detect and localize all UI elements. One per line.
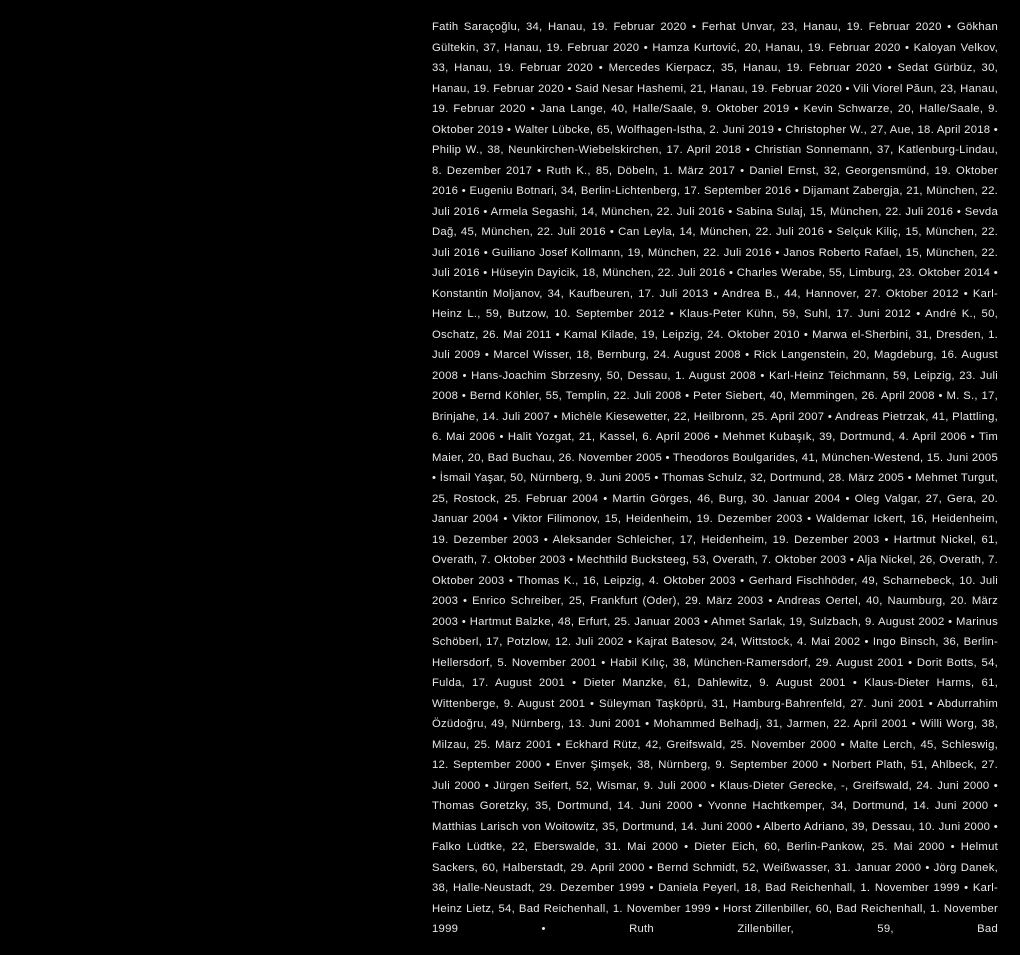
memorial-name-list: Fatih Saraçoğlu, 34, Hanau, 19. Februar 2020 • Ferhat Unvar, 23, Hanau, 19. Februar 2020 • Gökhan Gültekin, 37, Hanau, 19. Februar 2020 • Hamza Kurtović, 20, Hanau, 19. Februar 2020 • Kaloyan Velkov, 33, Hanau, 19. Februar 2020 • Mercedes Kierpacz, 35, Hanau, 19. Februar 2020 • Sedat Gürbüz, 30, Hanau, 19. Februar 2020 • Said Nesar Hashemi, 21, Hanau, 19. Februar 2020 • Vili Viorel Păun, 23, Hanau, 19. Februar 2020 • Jana Lange, 40, Halle/Saale, 9. Oktober 2019 • Kevin Schwarze, 20, Halle/Saale, 9. Oktober 2019 • Walter Lübcke, 65, Wolfhagen-Istha, 2. Juni 2019 • Christopher W., 27, Aue, 18. April 2018 • Philip W., 38, Neunkirchen-Wiebelskirchen, 17. April 2018 • Christian Sonnemann, 37, Katlenburg-Lindau, 8. Dezember 2017 • Ruth K., 85, Döbeln, 1. März 2017 • Daniel Ernst, 32, Georgensmünd, 19. Oktober 2016 • Eugeniu Botnari, 34, Berlin-Lichtenberg, 17. September 2016 • Dijamant Zabergja, 21, München, 22. Juli 2016 • Armela Segashi, 14, München, 22. Juli 2016 • Sabina Sulaj, 15, München, 22. Juli 2016 • Sevda Dağ, 45, München, 22. Juli 2016 • Can Leyla, 14, München, 22. Juli 2016 • Selçuk Kiliç, 15, München, 22. Juli 2016 • Guiliano Josef Kollmann, 19, München, 22. Juli 2016 • Janos Roberto Rafael, 15, München, 22. Juli 2016 • Hüseyin Dayicik, 18, München, 22. Juli 2016 • Charles Werabe, 55, Limburg, 23. Oktober 2014 • Konstantin Moljanov, 34, Kaufbeuren, 17. Juli 2013 • Andrea B., 44, Hannover, 27. Oktober 2012 • Karl-Heinz L., 59, Butzow, 10. September 2012 • Klaus-Peter Kühn, 59, Suhl, 17. Juni 2012 • André K., 50, Oschatz, 26. Mai 2011 • Kamal Kilade, 19, Leipzig, 24. Oktober 2010 • Marwa el-Sherbini, 31, Dresden, 1. Juli 2009 • Marcel Wisser, 18, Bernburg, 24. August 2008 • Rick Langenstein, 20, Magdeburg, 16. August 2008 • Hans-Joachim Sbrzesny, 50, Dessau, 1. August 2008 • Karl-Heinz Teichmann, 59, Leipzig, 23. Juli 2008 • Bernd Köhler, 55, Templin, 22. Juli 2008 • Peter Siebert, 40, Memmingen, 26. April 2008 • M. S., 17, Brinjahe, 14. Juli 2007 • Michèle Kiesewetter, 22, Heilbronn, 25. April 2007 • Andreas Pietrzak, 41, Plattling, 6. Mai 2006 • Halit Yozgat, 21, Kassel, 6. April 2006 • Mehmet Kubaşık, 39, Dortmund, 4. April 2006 • Tim Maier, 20, Bad Buchau, 26. November 2005 • Theodoros Boulgarides, 41, München-Westend, 15. Juni 2005 • İsmail Yaşar, 50, Nürnberg, 9. Juni 2005 • Thomas Schulz, 32, Dortmund, 28. März 2005 • Mehmet Turgut, 25, Rostock, 25. Februar 2004 • Martin Görges, 46, Burg, 30. Januar 2004 • Oleg Valgar, 27, Gera, 20. Januar 2004 • Viktor Filimonov, 15, Heidenheim, 19. Dezember 2003 • Waldemar Ickert, 16, Heidenheim, 19. Dezember 2003 • Aleksander Schleicher, 17, Heidenheim, 19. Dezember 2003 • Hartmut Nickel, 61, Overath, 7. Oktober 2003 • Mechthild Bucksteeg, 53, Overath, 7. Oktober 2003 • Alja Nickel, 26, Overath, 7. Oktober 2003 • Thomas K., 16, Leipzig, 4. Oktober 2003 • Gerhard Fischhöder, 49, Scharnebeck, 10. Juli 2003 • Enrico Schreiber, 25, Frankfurt (Oder), 29. März 2003 • Andreas Oertel, 40, Naumburg, 20. März 2003 • Hartmut Balzke, 48, Erfurt, 25. Januar 2003 • Ahmet Sarlak, 19, Sulzbach, 9. August 2002 • Marinus Schöberl, 17, Potzlow, 12. Juli 2002 • Kajrat Batesov, 24, Wittstock, 4. Mai 2002 • Ingo Binsch, 36, Berlin-Hellersdorf, 5. November 2001 • Habil Kılıç, 38, München-Ramersdorf, 29. August 2001 • Dorit Botts, 54, Fulda, 17. August 2001 • Dieter Manzke, 61, Dahlewitz, 9. August 2001 • Klaus-Dieter Harms, 61, Wittenberge, 9. August 2001 • Süleyman Taşköprü, 31, Hamburg-Bahrenfeld, 27. Juni 2001 • Abdurrahim Özüdoğru, 49, Nürnberg, 13. Juni 2001 • Mohammed Belhadj, 31, Jarmen, 22. April 2001 • Willi Worg, 38, Milzau, 25. März 2001 • Eckhard Rütz, 42, Greifswald, 25. November 2000 • Malte Lerch, 45, Schleswig, 12. September 2000 • Enver Şimşek, 38, Nürnberg, 9. September 2000 • Norbert Plath, 51, Ahlbeck, 27. Juli 2000 • Jürgen Seifert, 52, Wismar, 9. Juli 2000 • Klaus-Dieter Gerecke, -, Greifswald, 24. Juni 2000 • Thomas Goretzky, 35, Dortmund, 14. Juni 2000 • Yvonne Hachtkemper, 34, Dortmund, 14. Juni 2000 • Matthias Larisch von Woitowitz, 35, Dortmund, 14. Juni 2000 • Alberto Adriano, 39, Dessau, 10. Juni 2000 • Falko Lüdtke, 22, Eberswalde, 31. Mai 2000 • Dieter Eich, 60, Berlin-Pankow, 25. Mai 2000 • Helmut Sackers, 60, Halberstadt, 29. April 2000 • Bernd Schmidt, 52, Weißwasser, 31. Januar 2000 • Jörg Danek, 38, Halle-Neustadt, 29. Dezember 1999 • Daniela Peyerl, 18, Bad Reichenhall, 1. November 1999 • Karl-Heinz Lietz, 54, Bad Reichenhall, 1. November 1999 • Horst Zillenbiller, 60, Bad Reichenhall, 1. November 1999 • Ruth Zillenbiller, 59, Bad (432, 21, 998, 935)
